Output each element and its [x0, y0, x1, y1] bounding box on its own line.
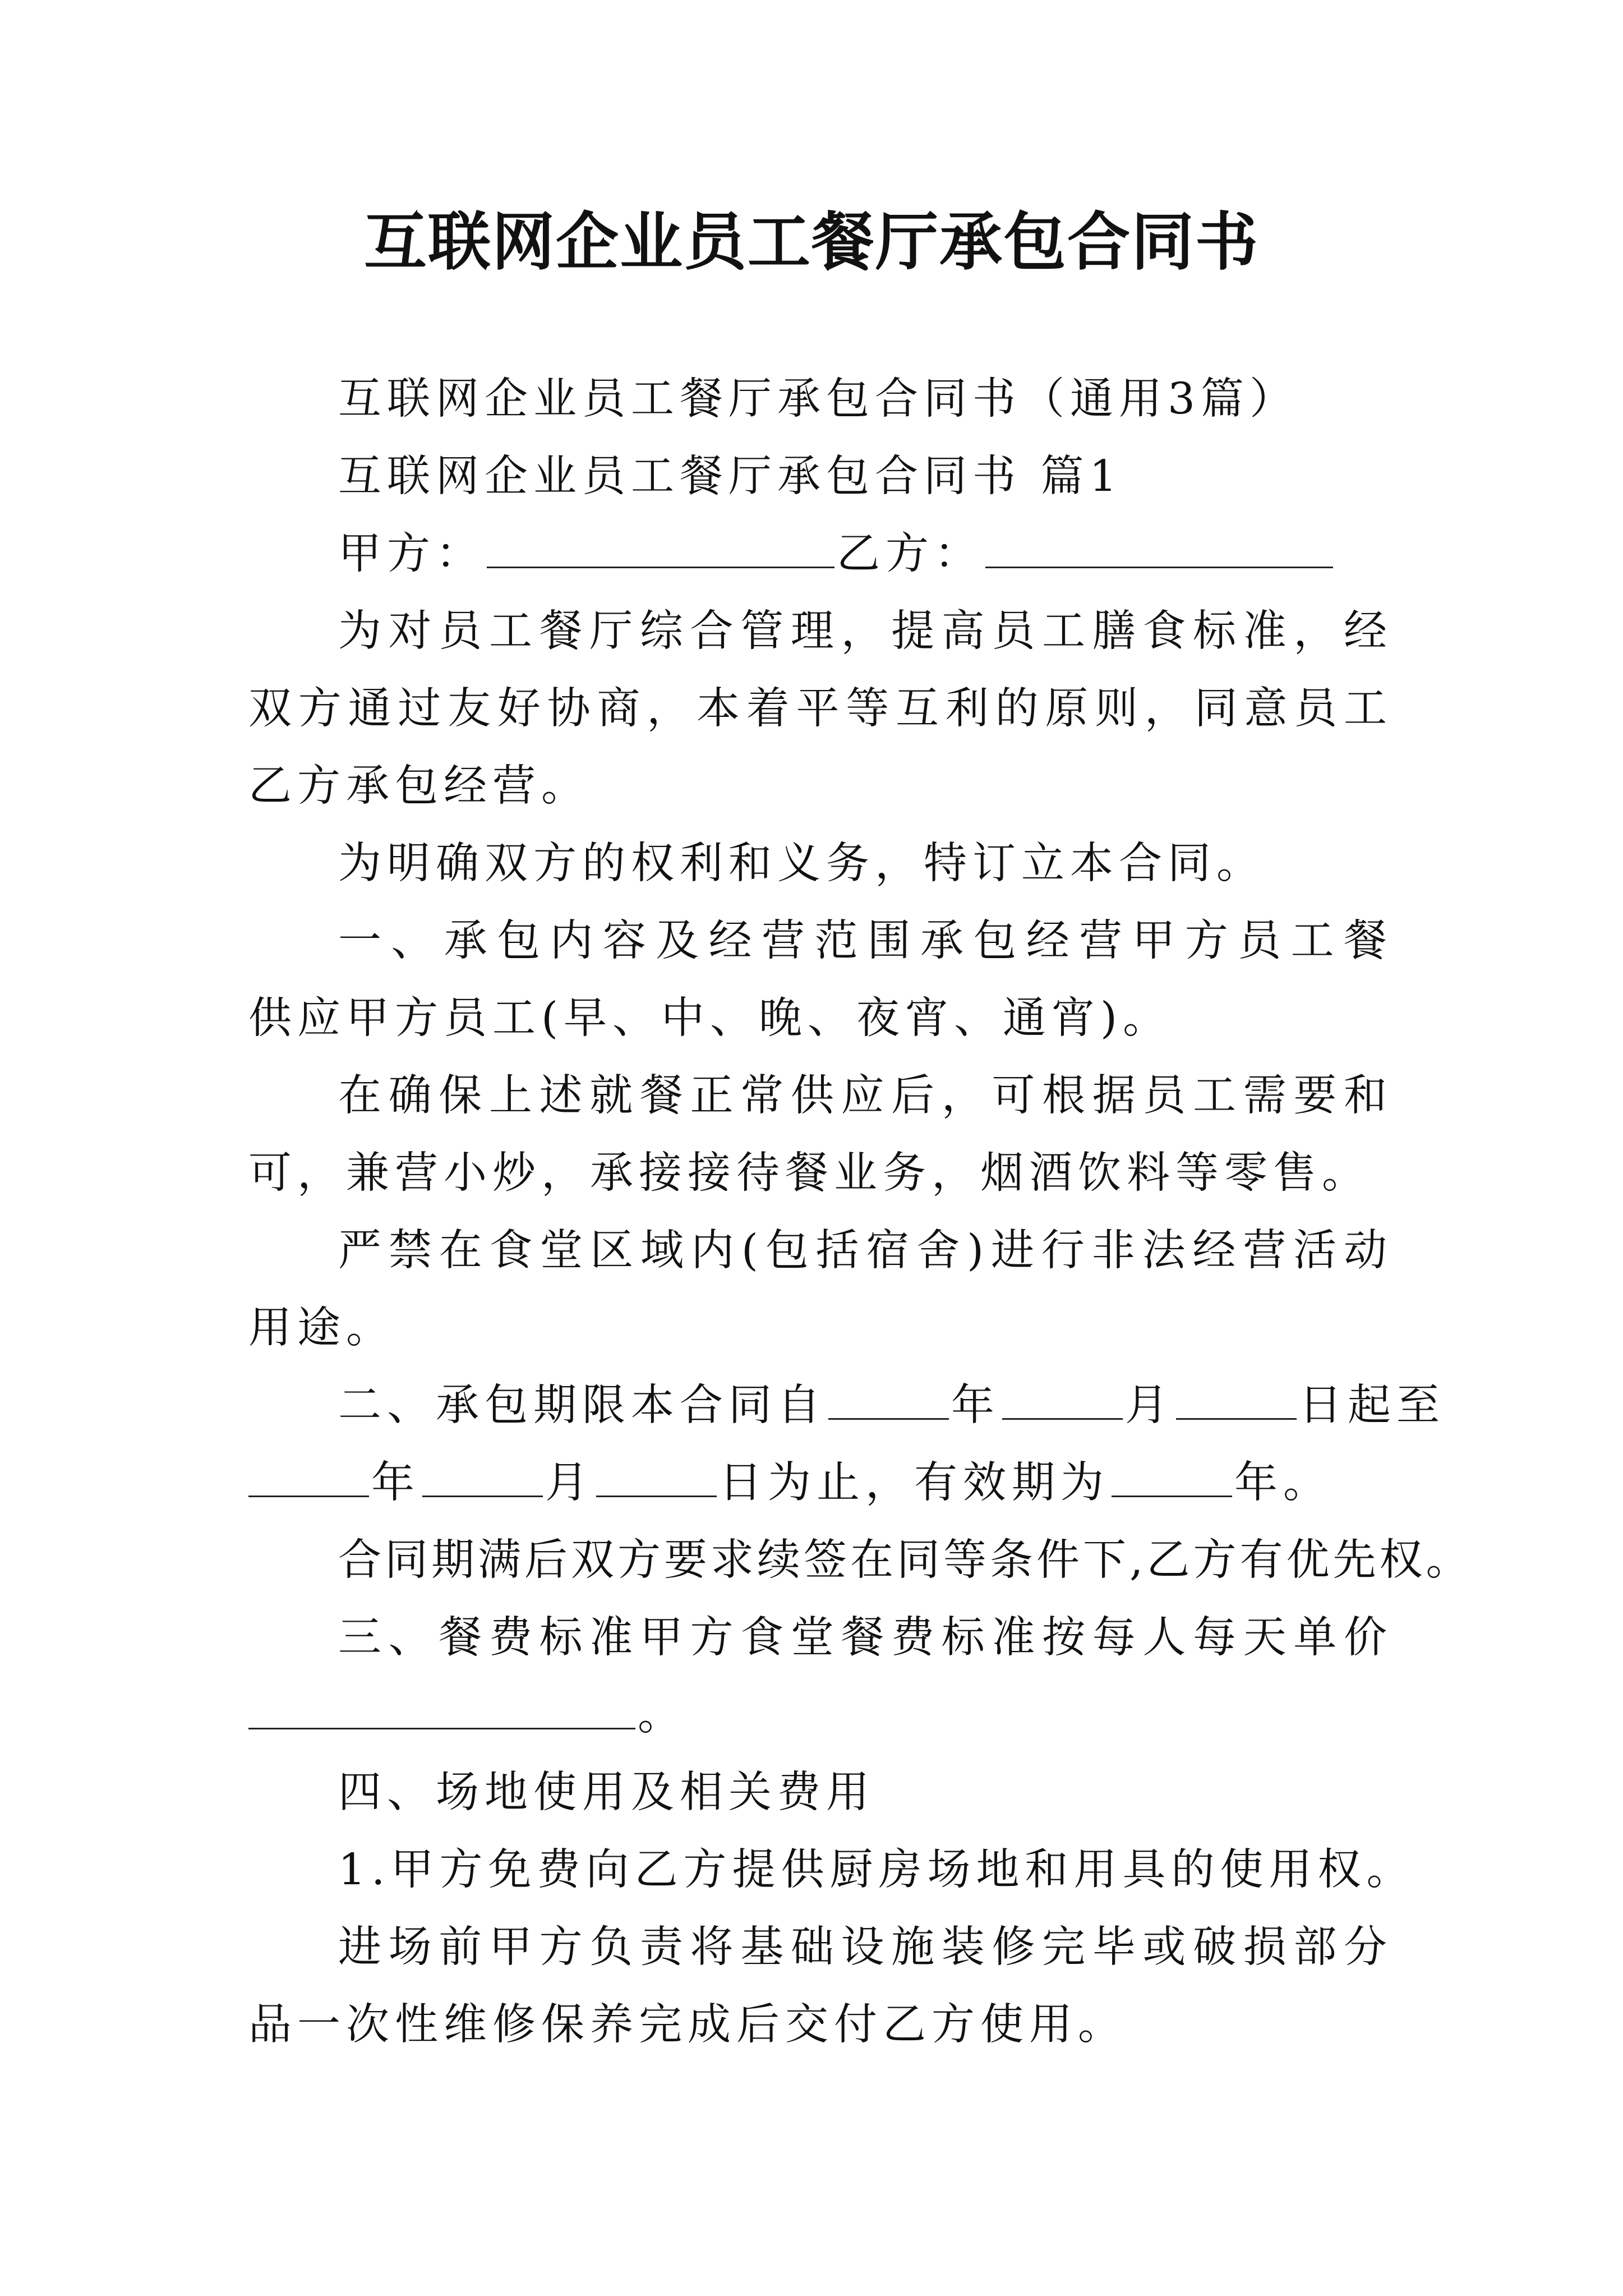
start-year-blank [828, 1379, 949, 1420]
paragraph-line: 1.甲方免费向乙方提供厨房场地和用具的使用权。 [338, 1845, 1415, 1895]
paragraph-line: 一、承包内容及经营范围承包经营甲方员工餐 [338, 916, 1393, 966]
document-subtitle: 互联网企业员工餐厅承包合同书（通用3篇） [338, 374, 1298, 424]
day-end-label: 日为止，有效期为 [719, 1458, 1109, 1508]
parties-line [338, 526, 1393, 582]
years-end-label: 年。 [1234, 1458, 1332, 1508]
day-start-label: 日起至 [1299, 1381, 1445, 1430]
paragraph-line: 用途。 [248, 1303, 395, 1353]
end-month-blank [422, 1456, 543, 1497]
paragraph-line: 供应甲方员工(早、中、晚、夜宵、通宵)。 [248, 993, 1172, 1043]
paragraph-line: 为对员工餐厅综合管理，提高员工膳食标准，经 [338, 606, 1393, 656]
month-label: 月 [1125, 1381, 1174, 1430]
term-line-1 [338, 1378, 1445, 1434]
start-day-blank [1176, 1379, 1297, 1420]
paragraph-line: 在确保上述就餐正常供应后，可根据员工需要和 [338, 1071, 1393, 1121]
party-b-label: 乙方： [837, 529, 983, 579]
paragraph-line: 三、餐费标准甲方食堂餐费标准按每人每天单价 [338, 1613, 1393, 1663]
start-month-blank [1002, 1379, 1123, 1420]
paragraph-line: 品一次性维修保养完成后交付乙方使用。 [248, 2000, 1127, 2050]
party-b-blank [985, 527, 1333, 568]
duration-blank [1112, 1456, 1232, 1497]
meal-price-end: 。 [638, 1690, 686, 1740]
month-label: 月 [545, 1458, 594, 1508]
document-title: 互联网企业员工餐厅承包合同书 [364, 205, 1259, 279]
meal-price-line [248, 1687, 1393, 1743]
paragraph-line: 进场前甲方负责将基础设施装修完毕或破损部分 [338, 1922, 1393, 1972]
year-label: 年 [371, 1458, 420, 1508]
paragraph-line: 可，兼营小炒，承接接待餐业务，烟酒饮料等零售。 [248, 1148, 1371, 1198]
end-day-blank [596, 1456, 717, 1497]
year-label: 年 [951, 1381, 1000, 1430]
section-heading: 互联网企业员工餐厅承包合同书 篇1 [338, 452, 1123, 501]
paragraph-line: 严禁在食堂区域内(包括宿舍)进行非法经营活动 [338, 1226, 1393, 1276]
meal-price-blank [248, 1688, 635, 1729]
paragraph-line: 乙方承包经营。 [248, 761, 590, 811]
term-line-2 [248, 1455, 1393, 1511]
paragraph-line: 双方通过友好协商，本着平等互利的原则，同意员工 [248, 684, 1393, 734]
term-prefix: 二、承包期限本合同自 [338, 1381, 826, 1430]
paragraph-line: 四、场地使用及相关费用 [338, 1768, 875, 1818]
paragraph-line: 合同期满后双方要求续签在同等条件下,乙方有优先权。 [338, 1535, 1473, 1585]
party-a-blank [487, 527, 834, 568]
paragraph-line: 为明确双方的权利和义务，特订立本合同。 [338, 839, 1265, 889]
party-a-label: 甲方： [338, 529, 485, 579]
end-year-blank [248, 1456, 369, 1497]
